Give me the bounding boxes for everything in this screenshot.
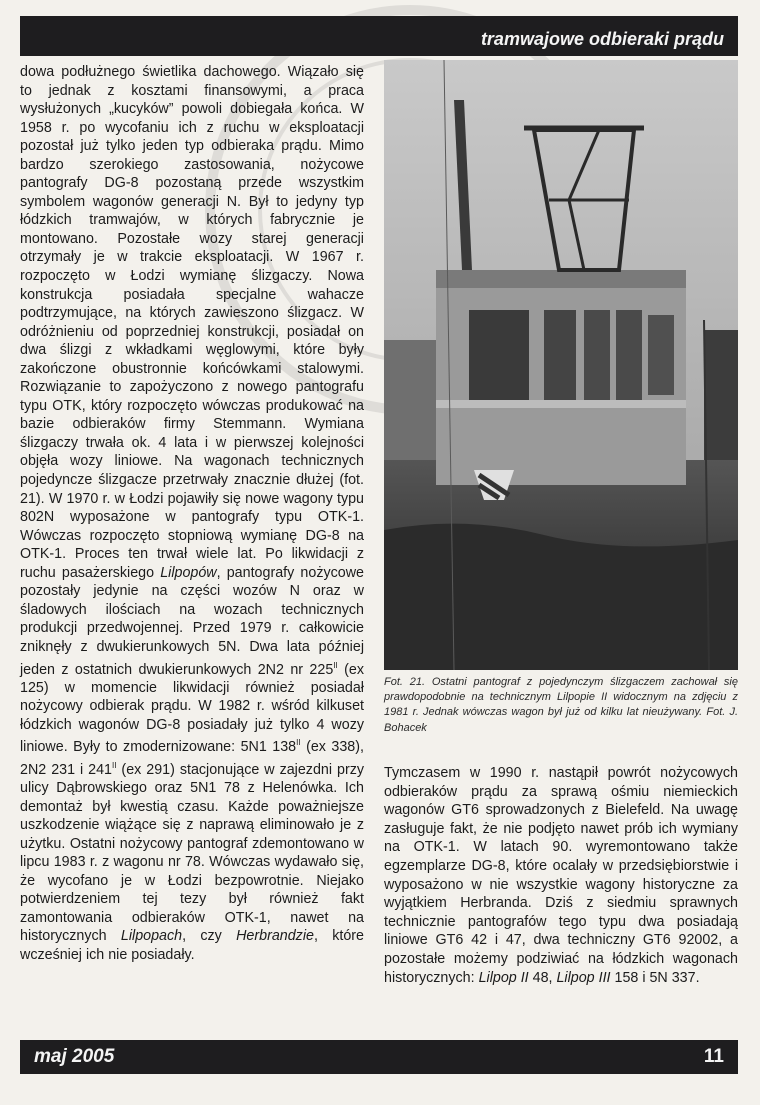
- tram-photo-illustration: [384, 60, 738, 670]
- photo-caption: Fot. 21. Ostatni pantograf z pojedynczym ślizgaczem zachował się prawdopodobnie na technicznym Lilpopie II widocznym na zdjęciu z 1981 r. Jednak wówczas wagon był już od kilku lat nieużywany. Fot. J. Bohacek: [384, 676, 738, 734]
- tram-photo: [384, 60, 738, 670]
- page-number: 11: [703, 1046, 724, 1067]
- paragraph: dowa podłużnego świetlika dachowego. Wiązało się to jednak z kosztami finansowymi, a praca wysłużonych „kucyków” powoli dobiegała końca. W 1958 r. po wycofaniu ich z ruchu w eksploatacji pozostał już tylko jeden typ odbieraka prądu. Mimo bardzo szerokiego zastosowania, nożycowe pantografy DG-8 pozostaną przede wszystkim symbolem wagonów generacji N. Był to jedyny typ łódzkich tramwajów, w których fabrycznie je montowano. Pozostałe wozy starej generacji otrzymały je w trakcie eksploatacji. W 1967 r. rozpoczęto w Łodzi wymianę ślizgaczy. Nowa konstrukcja posiadała specjalne wahacze podtrzymujące, na których zawieszono ślizgacz. W odróżnieniu od poprzedniej konstrukcji, posiadał on dwa ślizgi z wkładkami węglowymi, które były zakończone obustronnie końcówkami stalowymi. Rozwiązanie to zapożyczono z nowego pantografu typu OTK, który rozpoczęto wówczas produkować na bazie odbieraków firmy Stemmann. Wymiana ślizgaczy trwała ok. 4 lata i w pierwszej kolejności objęła wozy liniowe. Na wagonach technicznych pojedyncze ślizgacze przetrwały znacznie dłużej (fot. 21). W 1970 r. w Łodzi pojawiły się nowe wagony typu 802N wyposażone w pantografy typu OTK-1. Wówczas rozpoczęto stopniową wymianę DG-8 na OTK-1. Proces ten trwał wiele lat. Po likwidacji z ruchu pasażerskiego Lilpopów, pantografy nożycowe pozostały jedynie na części wozów N oraz w śladowych ilościach na wozach technicznych produkcji przedwojennej. Przed 1979 r. całkowicie zniknęły z dwukierunkowych 5N. Dwa lata później jeden z ostatnich dwukierunkowych 2N2 nr $225^{II}$ (ex 125) w momencie likwidacji również posiadał nożycowy odbierak prądu. W 1982 r. wśród kilkuset łódzkich wagonów DG-8 posiadały już tylko 4 wozy liniowe. Były to zmodernizowane: 5N1 $138^{II}$ (ex 338), 2N2 231 i $241^{II}$ (ex 291) stacjonujące w zajezdni przy ulicy Dąbrowskiego oraz 5N1 78 z Helenówka. Ich demontaż był kwestią czasu. Każde poważniejsze uszkodzenie wiążące się z naprawą eliminowało je z użytku. Ostatni nożycowy pantograf zdemontowano w lipcu 1983 r. z wagonu nr 78. Wówczas wydawało się, że wycofano je w Łodzi bezpowrotnie. Niejako potwierdzeniem tej tezy był również fakt zamontowania odbieraków OTK-1, nawet na historycznych Lilpopach, czy Herbrandzie, które wcześniej ich nie posiadały.: [20, 64, 365, 963]
- footer-bar: [20, 1040, 738, 1074]
- running-header-title: tramwajowe odbieraki prądu: [480, 29, 724, 49]
- issue-date: maj 2005: [34, 1046, 115, 1067]
- left-column-text: [20, 63, 364, 965]
- header-bar: [20, 16, 738, 56]
- right-column-text: [384, 764, 738, 987]
- paragraph: Tymczasem w 1990 r. nastąpił powrót nożycowych odbieraków prądu za sprawą ośmiu niemieckich wagonów GT6 sprowadzonych z Bielefeld. Na uwagę zasługuje fakt, że nie podjęto nawet prób ich wymiany na OTK-1. W latach 90. wyremontowano także egzemplarze DG-8, które ocalały w przedsiębiorstwie i wyposażono w nie wszystkie wagony historyczne za wyjątkiem Herbranda. Dziś z siedmiu sprawnych technicznie pantografów tego typu dwa posiadają liniowe GT6 42 i 47, dwa techniczny GT6 92002, a pozostałe możemy podziwiać na łódzkich wagonach historycznych: Lilpop II 48, Lilpop III 158 i 5N 337.: [384, 765, 738, 986]
